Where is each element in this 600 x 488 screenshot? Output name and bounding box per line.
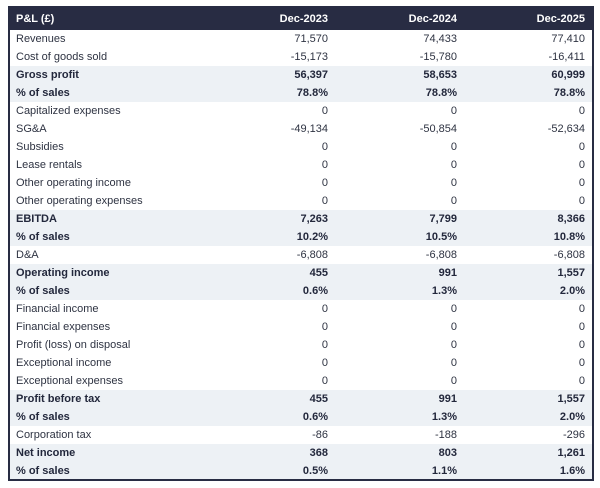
value-cell: 7,799: [335, 210, 464, 228]
value-cell: 0: [464, 174, 593, 192]
row-label: SG&A: [9, 120, 206, 138]
row-label: Corporation tax: [9, 426, 206, 444]
value-cell: 1,261: [464, 444, 593, 462]
value-cell: 0: [335, 372, 464, 390]
value-cell: -188: [335, 426, 464, 444]
value-cell: 0: [206, 318, 335, 336]
value-cell: 10.5%: [335, 228, 464, 246]
value-cell: 0: [206, 192, 335, 210]
row-label: Subsidies: [9, 138, 206, 156]
row-label: % of sales: [9, 282, 206, 300]
row-label: Cost of goods sold: [9, 48, 206, 66]
value-cell: 0: [464, 300, 593, 318]
row-label: Net income: [9, 444, 206, 462]
row-label: % of sales: [9, 84, 206, 102]
row-label: Profit before tax: [9, 390, 206, 408]
value-cell: 0: [464, 156, 593, 174]
value-cell: 0: [335, 354, 464, 372]
row-label: Other operating income: [9, 174, 206, 192]
value-cell: 991: [335, 264, 464, 282]
value-cell: 0: [335, 336, 464, 354]
header-pnl-title: P&L (£): [9, 7, 206, 30]
value-cell: 10.8%: [464, 228, 593, 246]
value-cell: 56,397: [206, 66, 335, 84]
value-cell: 74,433: [335, 30, 464, 48]
value-cell: 0: [206, 156, 335, 174]
table-row: [9, 444, 593, 462]
value-cell: 0: [464, 138, 593, 156]
value-cell: 2.0%: [464, 282, 593, 300]
header-dec-2024: Dec-2024: [335, 7, 464, 30]
table-row: [9, 156, 593, 174]
value-cell: 7,263: [206, 210, 335, 228]
value-cell: 2.0%: [464, 408, 593, 426]
value-cell: 0: [206, 372, 335, 390]
value-cell: 991: [335, 390, 464, 408]
table-row: [9, 30, 593, 48]
table-row: [9, 300, 593, 318]
table-row: [9, 282, 593, 300]
value-cell: 0: [206, 354, 335, 372]
pnl-forecast-table-container: [8, 6, 592, 481]
row-label: Financial income: [9, 300, 206, 318]
table-row: [9, 192, 593, 210]
header-dec-2023: Dec-2023: [206, 7, 335, 30]
value-cell: 0: [335, 102, 464, 120]
row-label: Exceptional income: [9, 354, 206, 372]
value-cell: 455: [206, 390, 335, 408]
row-label: Other operating expenses: [9, 192, 206, 210]
value-cell: 0: [206, 174, 335, 192]
value-cell: 0: [335, 300, 464, 318]
row-label: Financial expenses: [9, 318, 206, 336]
table-row: [9, 390, 593, 408]
value-cell: 0: [464, 102, 593, 120]
table-row: [9, 354, 593, 372]
value-cell: 60,999: [464, 66, 593, 84]
value-cell: 1.1%: [335, 462, 464, 480]
row-label: % of sales: [9, 408, 206, 426]
table-row: [9, 318, 593, 336]
value-cell: 0: [335, 156, 464, 174]
value-cell: 0.5%: [206, 462, 335, 480]
value-cell: -15,173: [206, 48, 335, 66]
value-cell: 0.6%: [206, 282, 335, 300]
row-label: EBITDA: [9, 210, 206, 228]
value-cell: 0: [206, 138, 335, 156]
row-label: Lease rentals: [9, 156, 206, 174]
value-cell: -6,808: [464, 246, 593, 264]
value-cell: 0: [335, 174, 464, 192]
value-cell: 0: [335, 318, 464, 336]
row-label: Profit (loss) on disposal: [9, 336, 206, 354]
table-row: [9, 102, 593, 120]
value-cell: 0: [335, 138, 464, 156]
value-cell: -49,134: [206, 120, 335, 138]
value-cell: -6,808: [335, 246, 464, 264]
value-cell: 0: [464, 192, 593, 210]
table-row: [9, 120, 593, 138]
value-cell: -50,854: [335, 120, 464, 138]
table-row: [9, 462, 593, 480]
value-cell: 1,557: [464, 264, 593, 282]
value-cell: 58,653: [335, 66, 464, 84]
value-cell: -86: [206, 426, 335, 444]
table-row: [9, 48, 593, 66]
row-label: Capitalized expenses: [9, 102, 206, 120]
value-cell: -52,634: [464, 120, 593, 138]
pnl-table: [8, 6, 594, 481]
value-cell: 803: [335, 444, 464, 462]
value-cell: 1.6%: [464, 462, 593, 480]
value-cell: 0: [464, 354, 593, 372]
value-cell: 0: [464, 318, 593, 336]
value-cell: 0: [464, 336, 593, 354]
value-cell: 10.2%: [206, 228, 335, 246]
value-cell: 78.8%: [335, 84, 464, 102]
value-cell: 455: [206, 264, 335, 282]
row-label: Exceptional expenses: [9, 372, 206, 390]
value-cell: 8,366: [464, 210, 593, 228]
table-row: [9, 246, 593, 264]
value-cell: -296: [464, 426, 593, 444]
value-cell: 71,570: [206, 30, 335, 48]
value-cell: 78.8%: [464, 84, 593, 102]
table-body: [9, 30, 593, 480]
value-cell: -15,780: [335, 48, 464, 66]
row-label: Operating income: [9, 264, 206, 282]
table-row: [9, 426, 593, 444]
header-row: [9, 7, 593, 30]
row-label: D&A: [9, 246, 206, 264]
value-cell: -16,411: [464, 48, 593, 66]
table-row: [9, 372, 593, 390]
row-label: Revenues: [9, 30, 206, 48]
table-row: [9, 174, 593, 192]
table-row: [9, 210, 593, 228]
table-row: [9, 84, 593, 102]
header-dec-2025: Dec-2025: [464, 7, 593, 30]
value-cell: 78.8%: [206, 84, 335, 102]
row-label: % of sales: [9, 462, 206, 480]
table-row: [9, 336, 593, 354]
value-cell: 0: [206, 336, 335, 354]
row-label: Gross profit: [9, 66, 206, 84]
table-row: [9, 66, 593, 84]
value-cell: 368: [206, 444, 335, 462]
table-row: [9, 138, 593, 156]
row-label: % of sales: [9, 228, 206, 246]
value-cell: 0: [335, 192, 464, 210]
value-cell: 1,557: [464, 390, 593, 408]
value-cell: 0: [464, 372, 593, 390]
value-cell: 0.6%: [206, 408, 335, 426]
value-cell: -6,808: [206, 246, 335, 264]
table-row: [9, 228, 593, 246]
table-row: [9, 264, 593, 282]
value-cell: 1.3%: [335, 282, 464, 300]
value-cell: 77,410: [464, 30, 593, 48]
table-row: [9, 408, 593, 426]
value-cell: 0: [206, 300, 335, 318]
value-cell: 0: [206, 102, 335, 120]
value-cell: 1.3%: [335, 408, 464, 426]
